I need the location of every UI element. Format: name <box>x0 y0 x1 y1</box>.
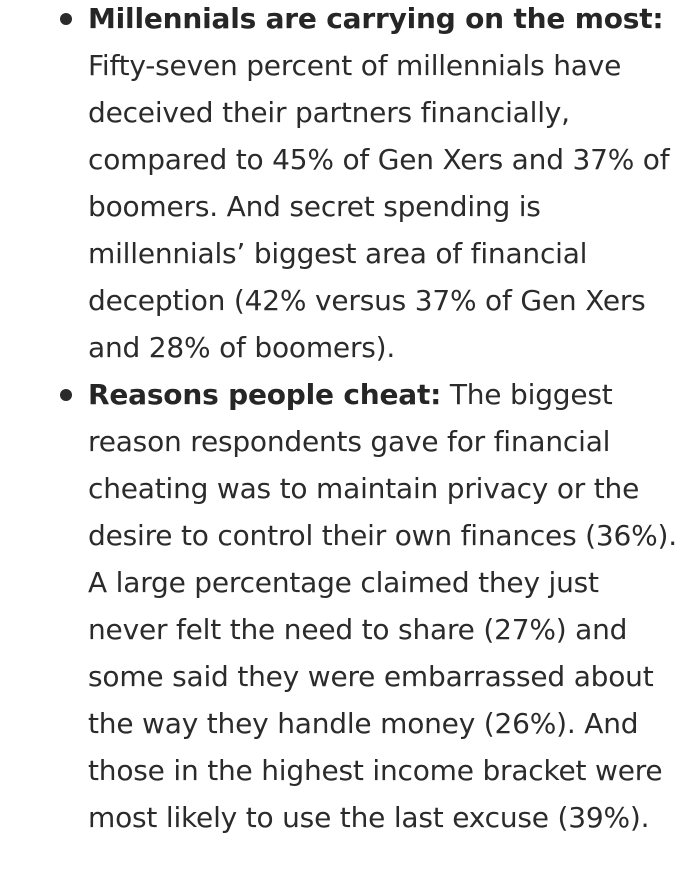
list-item-reasons <box>56 371 686 841</box>
bullet-body-text: Fifty-seven percent of millennials have deceived their partners financially, compared to 45% of Gen Xers and 37% of boomers. And secret spending is millennials’ biggest area of financial deception (42% versus 37% of Gen Xers and 28% of boomers). <box>88 49 670 364</box>
bullet-dot-icon <box>60 13 72 25</box>
bullet-lead-text: Millennials are carrying on the most: <box>88 2 664 35</box>
bullet-lead-text: Reasons people cheat: <box>88 378 442 411</box>
bullet-body-text: The biggest reason respondents gave for financial cheating was to maintain privacy or the desire to control their own finances (36%). A large percentage claimed they just never felt the need to share (27%) and some said they were embarrassed about the way they handle money (26%). And those in the highest income bracket were most likely to use the last excuse (39%). <box>88 378 677 834</box>
bullet-list <box>56 0 686 841</box>
bullet-dot-icon <box>60 389 72 401</box>
list-item-millennials <box>56 0 686 371</box>
